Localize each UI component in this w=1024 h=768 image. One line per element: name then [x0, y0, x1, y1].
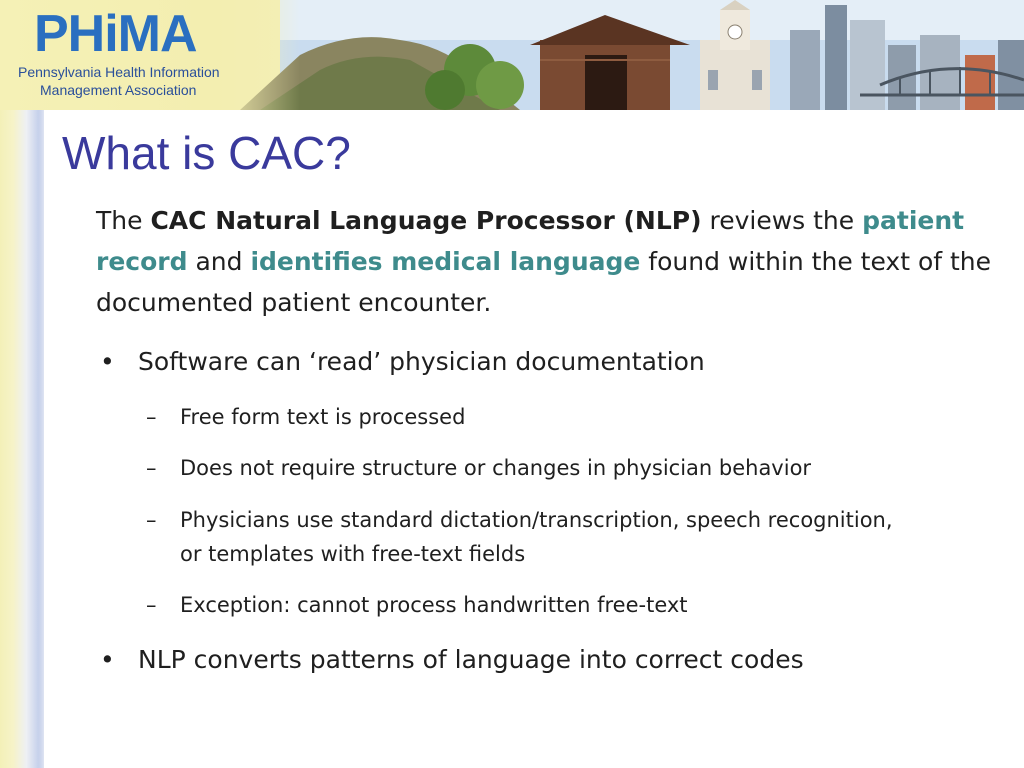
slide-body: [96, 200, 996, 674]
sub-bullet-marker: –: [146, 508, 157, 532]
logo-wordmark: PHiMA: [34, 5, 197, 63]
header-banner: [0, 0, 1024, 110]
intro-text: found within the text of the documented patient encounter.: [96, 247, 992, 317]
bullet-marker: •: [100, 645, 115, 674]
intro-text: The: [96, 206, 151, 235]
sub-bullet-text: Physicians use standard dictation/transcription, speech recognition, or templates with free-text fields: [180, 508, 893, 566]
intro-text: and: [187, 247, 251, 276]
sub-bullet-text: Does not require structure or changes in physician behavior: [180, 456, 812, 480]
intro-text: reviews the: [701, 206, 863, 235]
intro-paragraph: [96, 200, 996, 323]
slide-title: What is CAC?: [62, 127, 351, 179]
intro-highlight-patient-record: patient record: [96, 206, 965, 276]
logo-tagline-line2: Management Association: [40, 82, 197, 98]
logo-tagline-line1: Pennsylvania Health Information: [18, 64, 220, 80]
bullet-text: Software can ‘read’ physician documentation: [138, 347, 705, 376]
intro-highlight-medical-language: identifies medical language: [250, 247, 641, 276]
sub-bullet-marker: –: [146, 405, 157, 429]
sub-bullet-text: Exception: cannot process handwritten free-text: [180, 593, 688, 617]
sub-bullet-marker: –: [146, 456, 157, 480]
intro-bold-nlp: CAC Natural Language Processor (NLP): [150, 206, 702, 235]
bullet-marker: •: [100, 347, 115, 376]
sub-bullet-text: Free form text is processed: [180, 405, 466, 429]
left-decorative-stripe: [0, 110, 44, 768]
bullet-text: NLP converts patterns of language into correct codes: [138, 645, 804, 674]
logo: [0, 0, 300, 110]
sub-bullet-marker: –: [146, 593, 157, 617]
